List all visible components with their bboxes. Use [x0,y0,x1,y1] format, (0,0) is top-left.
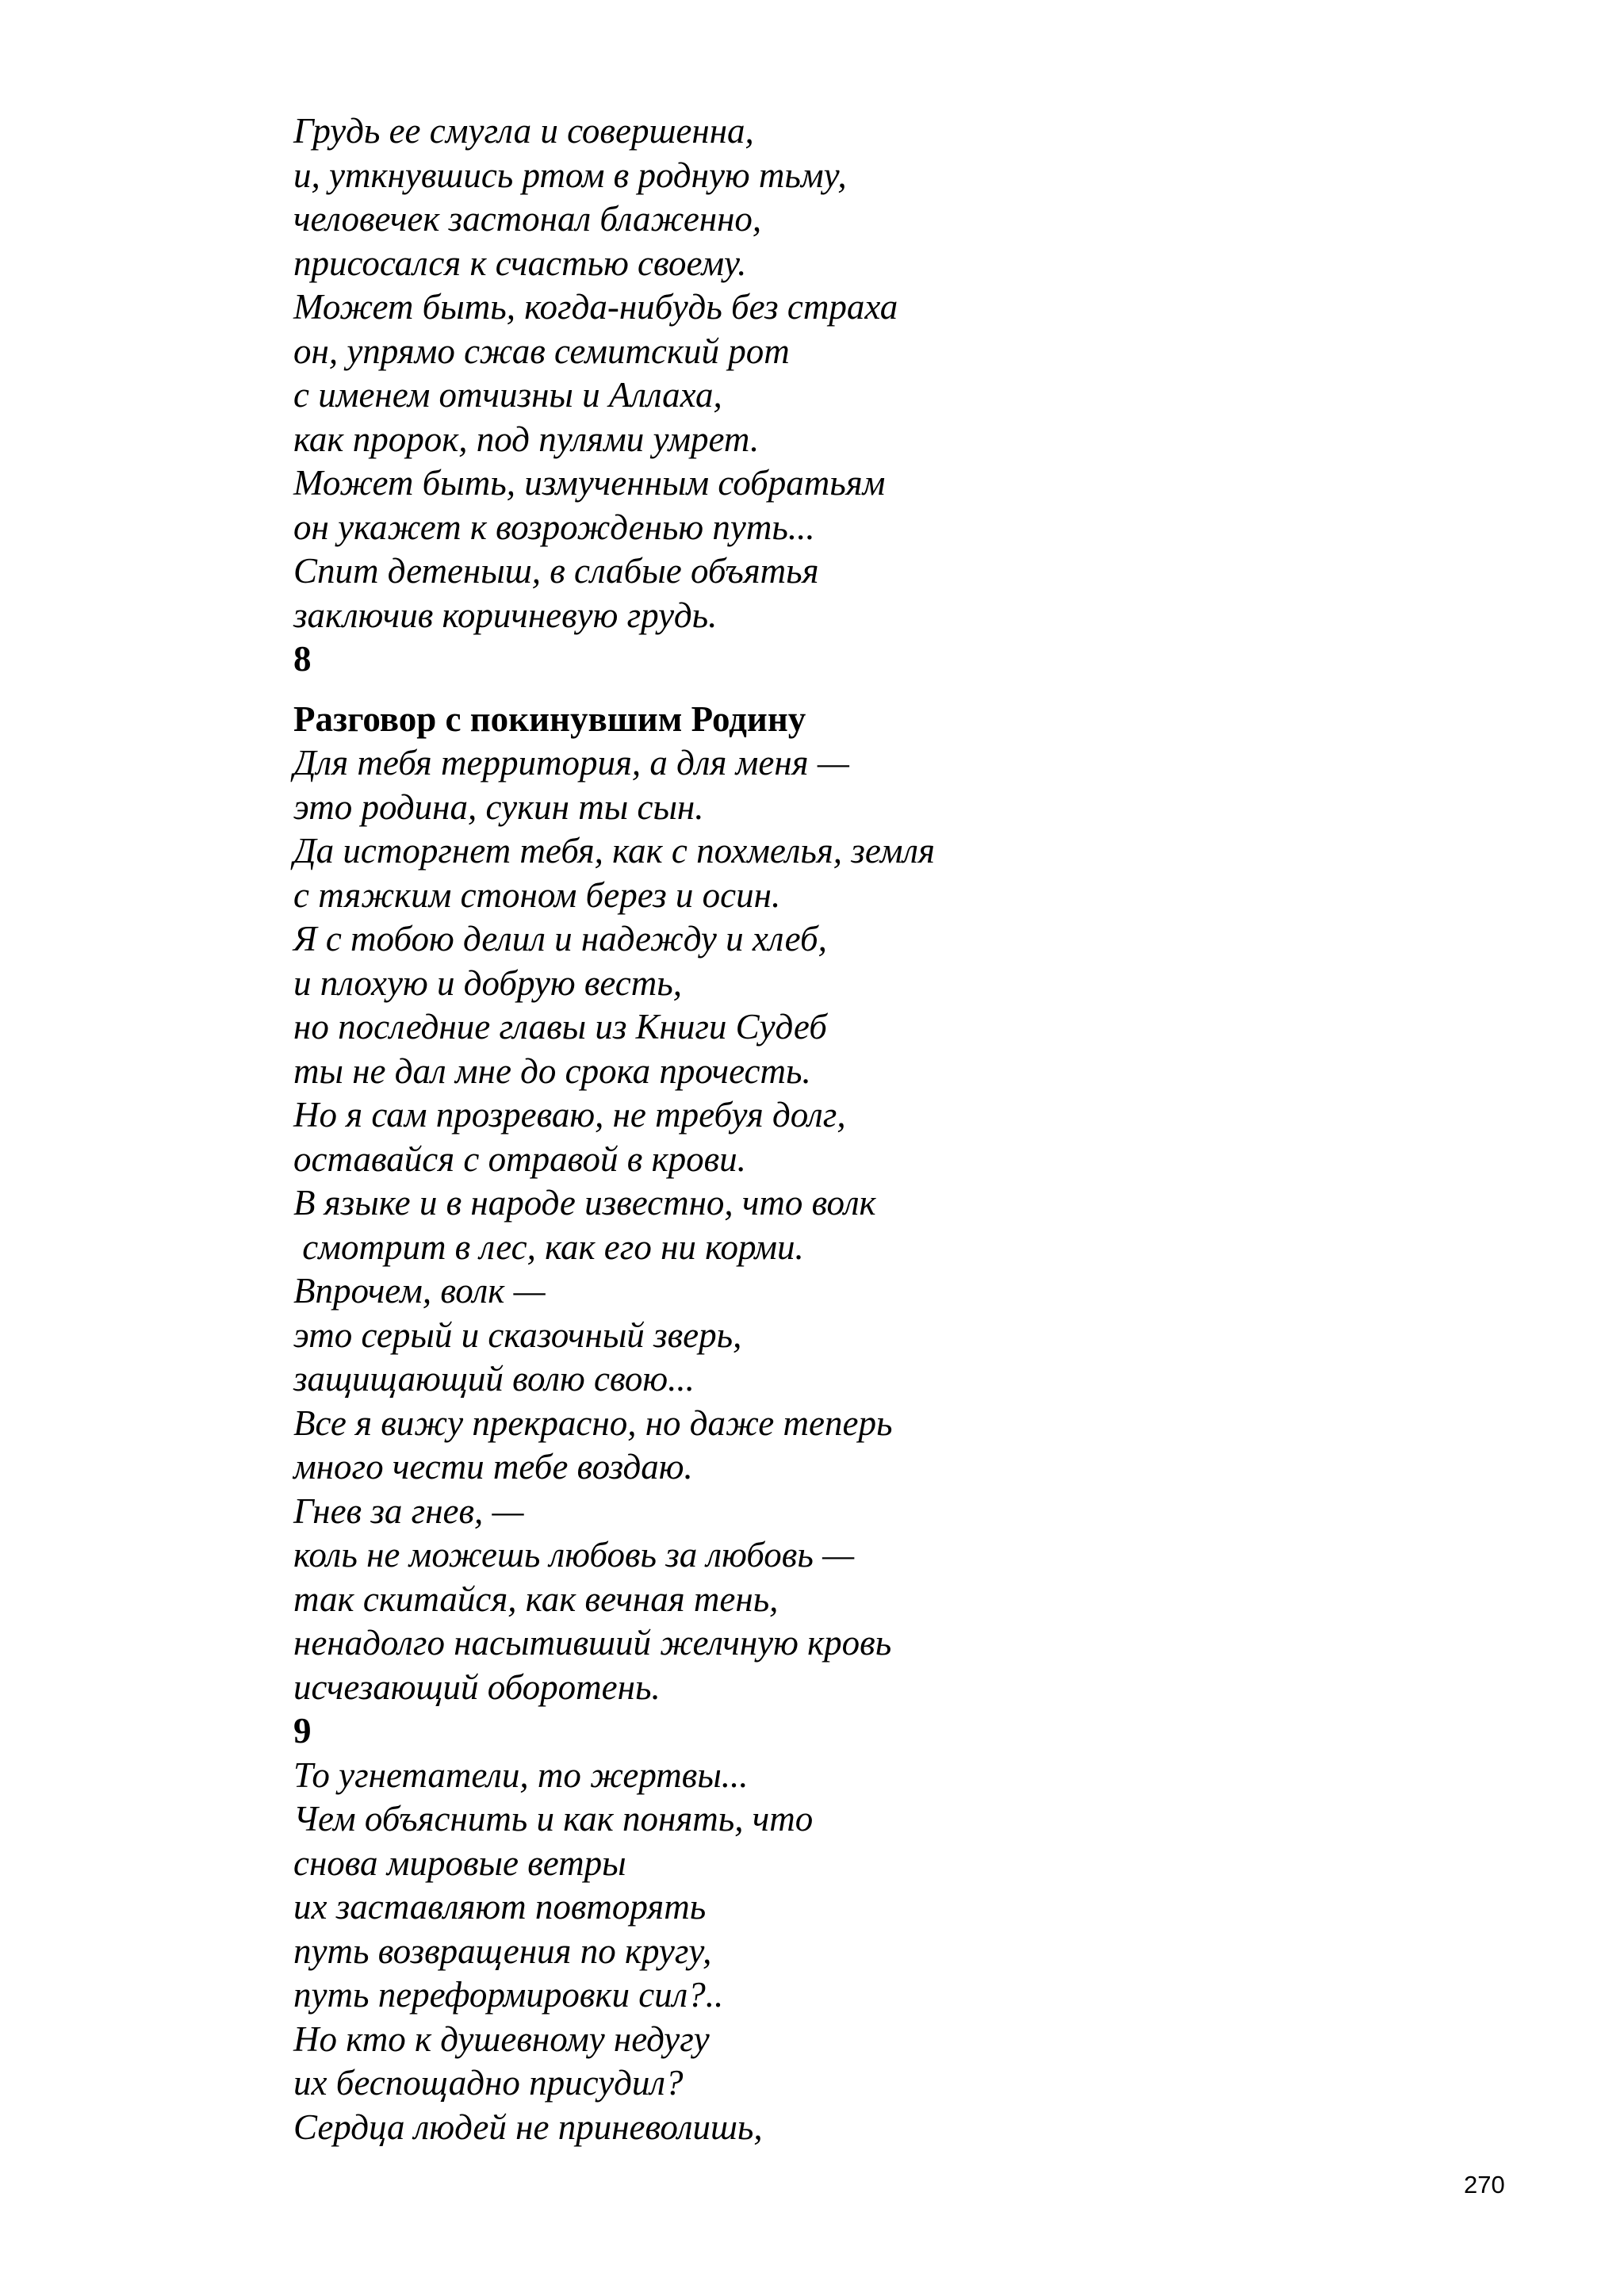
poem-line: и, уткнувшись ртом в родную тьму, [293,155,847,195]
poem-line: То угнетатели, то жертвы... [293,1755,749,1795]
poem-line: Но кто к душевному недугу [293,2019,710,2059]
page-number: 270 [1464,2171,1505,2198]
poem-line: присосался к счастью своему. [293,243,747,283]
poem-line: Чем объяснить и как понять, что [293,1799,814,1839]
poem-line: так скитайся, как вечная тень, [293,1578,779,1619]
poem-line: как пророк, под пулями умрет. [293,419,760,459]
poem-line: их беспощадно присудил? [293,2063,684,2103]
poem-line: путь возвращения по кругу, [293,1931,712,1971]
poem-title: Разговор с покинувшим Родину [293,698,806,739]
section-9-lines [293,1754,1483,2150]
poem-line: он, упрямо сжав семитский рот [293,331,790,371]
section-8-lines [293,741,1483,1709]
poem-line: он укажет к возрожденью путь... [293,507,815,547]
poem-line: оставайся с отравой в крови. [293,1138,746,1179]
poem-line: с тяжким стоном берез и осин. [293,874,781,915]
poem-line: Может быть, измученным собратьям [293,463,886,503]
poem-line: ты не дал мне до срока прочесть. [293,1050,811,1091]
poem-line: но последние главы из Книги Судеб [293,1007,827,1047]
stanza-7 [293,109,1483,637]
poem-line: ненадолго насытивший желчную кровь [293,1623,892,1663]
poem-line: много чести тебе воздаю. [293,1447,693,1487]
poem-line: их заставляют повторять [293,1887,707,1927]
poem-line: смотрит в лес, как его ни корми. [293,1226,804,1267]
poem-line: Может быть, когда-нибудь без страха [293,287,898,327]
poem-line: это родина, сукин ты сын. [293,786,704,827]
poem-line: Сердца людей не приневолишь, [293,2107,763,2147]
poem-line: Впрочем, волк — [293,1271,546,1311]
poem-line: Для тебя территория, а для меня — [293,743,849,783]
poem-line: В языке и в народе известно, что волк [293,1183,876,1223]
poem-line: Но я сам прозреваю, не требуя долг, [293,1095,846,1135]
poem-line: защищающий волю свою... [293,1359,695,1399]
poem-line: это серый и сказочный зверь, [293,1314,742,1355]
poem-line: с именем отчизны и Аллаха, [293,375,722,415]
poem-line: путь переформировки сил?.. [293,1975,724,2015]
poem-line: Я с тобою делил и надежду и хлеб, [293,919,827,959]
poem-line: и плохую и добрую весть, [293,962,682,1003]
poem-line: коль не можешь любовь за любовь — [293,1535,855,1575]
poem-line: Гнев за гнев, — [293,1490,524,1531]
poem-line: Все я вижу прекрасно, но даже теперь [293,1402,893,1443]
poem-line: заключив коричневую грудь. [293,595,718,635]
section-number-9: 9 [293,1711,312,1751]
section-number-8: 8 [293,639,312,679]
poem-line: человечек застонал блаженно, [293,199,762,239]
poem-line: Спит детеныш, в слабые объятья [293,551,819,591]
poem-text-block [293,109,1483,2149]
poem-line: Да исторгнет тебя, как с похмелья, земля [293,831,935,871]
poem-line: снова мировые ветры [293,1843,626,1883]
poem-line: исчезающий оборотень. [293,1667,661,1707]
poem-line: Грудь ее смугла и совершенна, [293,111,754,151]
